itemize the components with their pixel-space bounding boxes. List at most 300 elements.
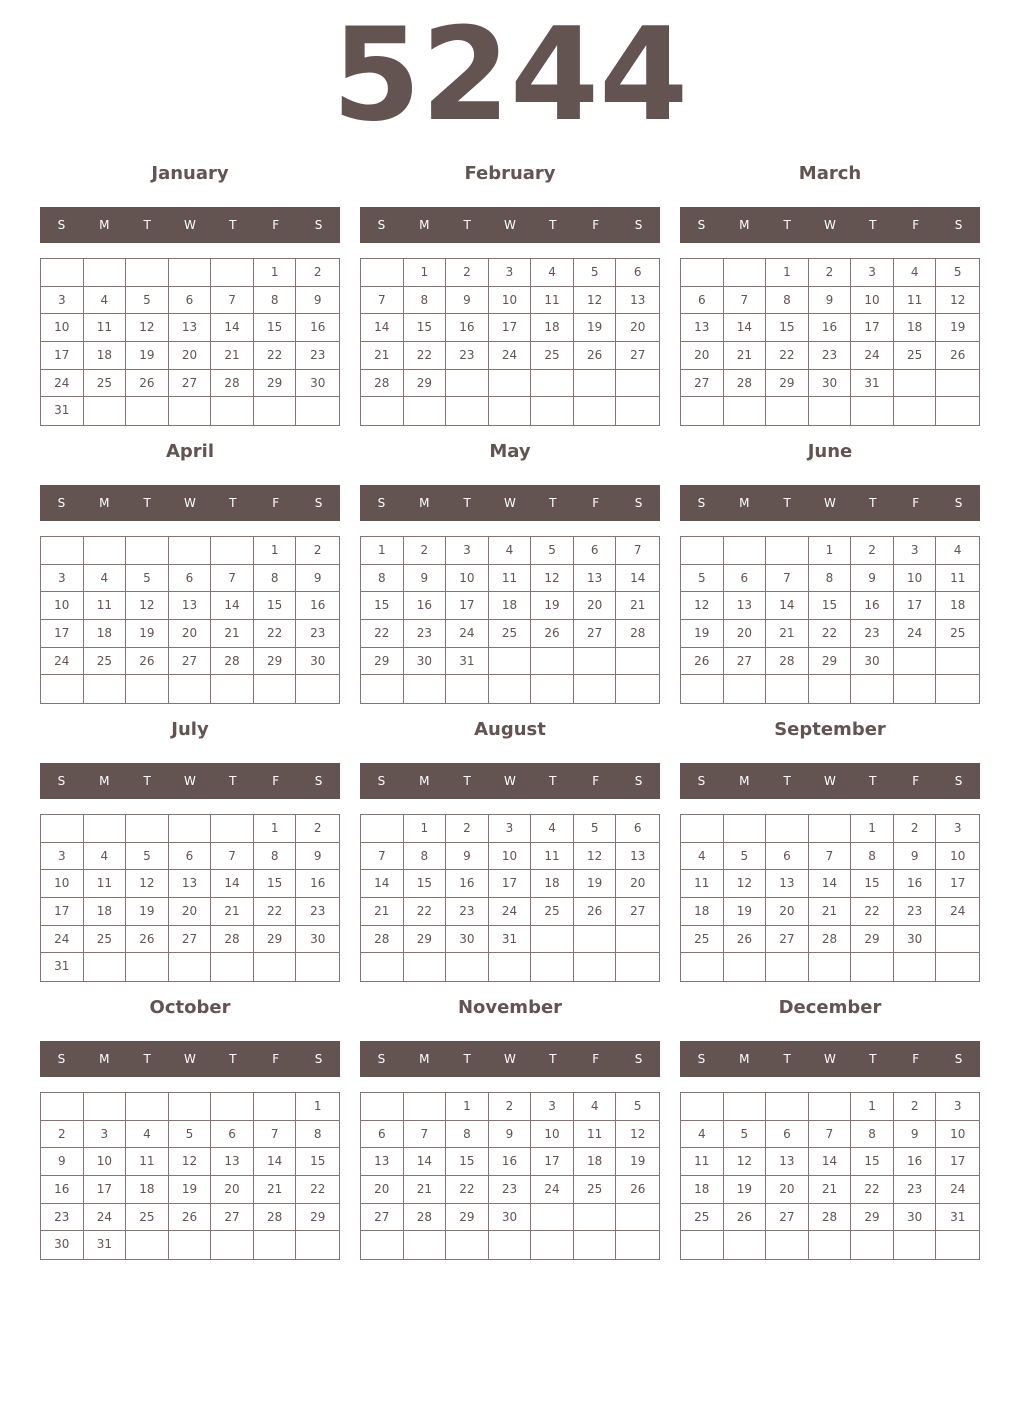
- day-cell[interactable]: 2: [489, 1093, 532, 1121]
- day-cell[interactable]: 26: [724, 926, 767, 954]
- day-cell[interactable]: 31: [489, 926, 532, 954]
- day-cell[interactable]: 25: [489, 620, 532, 648]
- day-cell[interactable]: 29: [851, 1204, 894, 1232]
- day-cell[interactable]: 28: [809, 926, 852, 954]
- day-cell[interactable]: 18: [936, 592, 979, 620]
- day-cell[interactable]: 12: [681, 592, 724, 620]
- day-cell[interactable]: 4: [681, 1121, 724, 1149]
- day-cell[interactable]: 27: [169, 648, 212, 676]
- day-cell[interactable]: 4: [894, 259, 937, 287]
- day-cell[interactable]: 3: [41, 565, 84, 593]
- day-cell[interactable]: 30: [894, 1204, 937, 1232]
- day-cell[interactable]: 17: [41, 898, 84, 926]
- day-cell[interactable]: 9: [446, 843, 489, 871]
- day-cell[interactable]: 19: [531, 592, 574, 620]
- day-cell[interactable]: 19: [574, 314, 617, 342]
- day-cell[interactable]: 13: [681, 314, 724, 342]
- day-cell[interactable]: 4: [531, 815, 574, 843]
- day-cell[interactable]: 10: [936, 1121, 979, 1149]
- day-cell[interactable]: 6: [169, 843, 212, 871]
- day-cell[interactable]: 24: [489, 898, 532, 926]
- day-cell[interactable]: 25: [936, 620, 979, 648]
- day-cell[interactable]: 15: [254, 870, 297, 898]
- day-cell[interactable]: 2: [446, 815, 489, 843]
- day-cell[interactable]: 27: [766, 1204, 809, 1232]
- day-cell[interactable]: 18: [531, 870, 574, 898]
- day-cell[interactable]: 21: [254, 1176, 297, 1204]
- day-cell[interactable]: 15: [254, 314, 297, 342]
- day-cell[interactable]: 16: [894, 870, 937, 898]
- day-cell[interactable]: 27: [766, 926, 809, 954]
- day-cell[interactable]: 26: [531, 620, 574, 648]
- day-cell[interactable]: 4: [936, 537, 979, 565]
- day-cell[interactable]: 2: [809, 259, 852, 287]
- day-cell[interactable]: 12: [531, 565, 574, 593]
- day-cell[interactable]: 13: [169, 870, 212, 898]
- day-cell[interactable]: 23: [894, 898, 937, 926]
- day-cell[interactable]: 7: [211, 843, 254, 871]
- day-cell[interactable]: 12: [724, 870, 767, 898]
- day-cell[interactable]: 28: [361, 370, 404, 398]
- day-cell[interactable]: 26: [681, 648, 724, 676]
- day-cell[interactable]: 28: [766, 648, 809, 676]
- day-cell[interactable]: 1: [296, 1093, 339, 1121]
- day-cell[interactable]: 17: [531, 1148, 574, 1176]
- day-cell[interactable]: 12: [616, 1121, 659, 1149]
- day-cell[interactable]: 4: [681, 843, 724, 871]
- day-cell[interactable]: 14: [766, 592, 809, 620]
- day-cell[interactable]: 23: [809, 342, 852, 370]
- day-cell[interactable]: 19: [126, 620, 169, 648]
- day-cell[interactable]: 29: [404, 926, 447, 954]
- day-cell[interactable]: 3: [84, 1121, 127, 1149]
- day-cell[interactable]: 29: [361, 648, 404, 676]
- day-cell[interactable]: 17: [489, 870, 532, 898]
- day-cell[interactable]: 24: [936, 1176, 979, 1204]
- day-cell[interactable]: 28: [724, 370, 767, 398]
- day-cell[interactable]: 11: [84, 592, 127, 620]
- day-cell[interactable]: 1: [254, 537, 297, 565]
- day-cell[interactable]: 7: [404, 1121, 447, 1149]
- day-cell[interactable]: 8: [254, 843, 297, 871]
- day-cell[interactable]: 5: [126, 565, 169, 593]
- day-cell[interactable]: 10: [489, 287, 532, 315]
- day-cell[interactable]: 20: [169, 342, 212, 370]
- day-cell[interactable]: 9: [851, 565, 894, 593]
- day-cell[interactable]: 13: [766, 870, 809, 898]
- day-cell[interactable]: 2: [296, 537, 339, 565]
- day-cell[interactable]: 21: [404, 1176, 447, 1204]
- day-cell[interactable]: 30: [296, 370, 339, 398]
- day-cell[interactable]: 12: [126, 314, 169, 342]
- day-cell[interactable]: 23: [894, 1176, 937, 1204]
- day-cell[interactable]: 18: [681, 898, 724, 926]
- day-cell[interactable]: 5: [574, 815, 617, 843]
- day-cell[interactable]: 5: [616, 1093, 659, 1121]
- day-cell[interactable]: 3: [489, 259, 532, 287]
- day-cell[interactable]: 14: [254, 1148, 297, 1176]
- day-cell[interactable]: 12: [574, 287, 617, 315]
- day-cell[interactable]: 10: [851, 287, 894, 315]
- day-cell[interactable]: 23: [41, 1204, 84, 1232]
- day-cell[interactable]: 18: [681, 1176, 724, 1204]
- day-cell[interactable]: 16: [809, 314, 852, 342]
- day-cell[interactable]: 7: [809, 1121, 852, 1149]
- day-cell[interactable]: 3: [531, 1093, 574, 1121]
- day-cell[interactable]: 23: [296, 342, 339, 370]
- day-cell[interactable]: 6: [766, 843, 809, 871]
- day-cell[interactable]: 8: [254, 287, 297, 315]
- day-cell[interactable]: 18: [126, 1176, 169, 1204]
- day-cell[interactable]: 29: [296, 1204, 339, 1232]
- day-cell[interactable]: 30: [446, 926, 489, 954]
- day-cell[interactable]: 19: [616, 1148, 659, 1176]
- day-cell[interactable]: 25: [894, 342, 937, 370]
- day-cell[interactable]: 29: [254, 926, 297, 954]
- day-cell[interactable]: 25: [84, 648, 127, 676]
- day-cell[interactable]: 15: [296, 1148, 339, 1176]
- day-cell[interactable]: 3: [851, 259, 894, 287]
- day-cell[interactable]: 27: [361, 1204, 404, 1232]
- day-cell[interactable]: 13: [724, 592, 767, 620]
- day-cell[interactable]: 31: [41, 397, 84, 425]
- day-cell[interactable]: 8: [404, 843, 447, 871]
- day-cell[interactable]: 10: [446, 565, 489, 593]
- day-cell[interactable]: 20: [211, 1176, 254, 1204]
- day-cell[interactable]: 11: [84, 870, 127, 898]
- day-cell[interactable]: 24: [894, 620, 937, 648]
- day-cell[interactable]: 28: [211, 926, 254, 954]
- day-cell[interactable]: 17: [936, 870, 979, 898]
- day-cell[interactable]: 19: [126, 898, 169, 926]
- day-cell[interactable]: 14: [616, 565, 659, 593]
- day-cell[interactable]: 17: [84, 1176, 127, 1204]
- day-cell[interactable]: 2: [296, 259, 339, 287]
- day-cell[interactable]: 29: [446, 1204, 489, 1232]
- day-cell[interactable]: 8: [851, 843, 894, 871]
- day-cell[interactable]: 25: [574, 1176, 617, 1204]
- day-cell[interactable]: 11: [126, 1148, 169, 1176]
- day-cell[interactable]: 6: [681, 287, 724, 315]
- day-cell[interactable]: 7: [361, 287, 404, 315]
- day-cell[interactable]: 5: [936, 259, 979, 287]
- day-cell[interactable]: 24: [489, 342, 532, 370]
- day-cell[interactable]: 18: [531, 314, 574, 342]
- day-cell[interactable]: 11: [936, 565, 979, 593]
- day-cell[interactable]: 2: [894, 1093, 937, 1121]
- day-cell[interactable]: 15: [404, 314, 447, 342]
- day-cell[interactable]: 23: [489, 1176, 532, 1204]
- day-cell[interactable]: 28: [211, 648, 254, 676]
- day-cell[interactable]: 11: [681, 870, 724, 898]
- day-cell[interactable]: 1: [361, 537, 404, 565]
- day-cell[interactable]: 16: [851, 592, 894, 620]
- day-cell[interactable]: 10: [531, 1121, 574, 1149]
- day-cell[interactable]: 13: [169, 592, 212, 620]
- day-cell[interactable]: 24: [41, 370, 84, 398]
- day-cell[interactable]: 4: [489, 537, 532, 565]
- day-cell[interactable]: 5: [681, 565, 724, 593]
- day-cell[interactable]: 6: [766, 1121, 809, 1149]
- day-cell[interactable]: 13: [766, 1148, 809, 1176]
- day-cell[interactable]: 8: [254, 565, 297, 593]
- day-cell[interactable]: 31: [84, 1231, 127, 1259]
- day-cell[interactable]: 14: [724, 314, 767, 342]
- day-cell[interactable]: 6: [361, 1121, 404, 1149]
- day-cell[interactable]: 31: [446, 648, 489, 676]
- day-cell[interactable]: 13: [169, 314, 212, 342]
- day-cell[interactable]: 26: [126, 926, 169, 954]
- day-cell[interactable]: 22: [361, 620, 404, 648]
- day-cell[interactable]: 21: [809, 898, 852, 926]
- day-cell[interactable]: 23: [446, 898, 489, 926]
- day-cell[interactable]: 17: [894, 592, 937, 620]
- day-cell[interactable]: 18: [84, 620, 127, 648]
- day-cell[interactable]: 17: [489, 314, 532, 342]
- day-cell[interactable]: 16: [404, 592, 447, 620]
- day-cell[interactable]: 10: [41, 592, 84, 620]
- day-cell[interactable]: 1: [851, 815, 894, 843]
- day-cell[interactable]: 26: [724, 1204, 767, 1232]
- day-cell[interactable]: 25: [84, 370, 127, 398]
- day-cell[interactable]: 22: [809, 620, 852, 648]
- day-cell[interactable]: 25: [126, 1204, 169, 1232]
- day-cell[interactable]: 1: [766, 259, 809, 287]
- day-cell[interactable]: 28: [616, 620, 659, 648]
- day-cell[interactable]: 9: [894, 1121, 937, 1149]
- day-cell[interactable]: 11: [531, 287, 574, 315]
- day-cell[interactable]: 9: [404, 565, 447, 593]
- day-cell[interactable]: 5: [169, 1121, 212, 1149]
- day-cell[interactable]: 14: [404, 1148, 447, 1176]
- day-cell[interactable]: 9: [809, 287, 852, 315]
- day-cell[interactable]: 26: [616, 1176, 659, 1204]
- day-cell[interactable]: 17: [851, 314, 894, 342]
- day-cell[interactable]: 2: [894, 815, 937, 843]
- day-cell[interactable]: 29: [254, 648, 297, 676]
- day-cell[interactable]: 28: [809, 1204, 852, 1232]
- day-cell[interactable]: 23: [851, 620, 894, 648]
- day-cell[interactable]: 24: [41, 648, 84, 676]
- day-cell[interactable]: 20: [766, 1176, 809, 1204]
- day-cell[interactable]: 7: [361, 843, 404, 871]
- day-cell[interactable]: 13: [616, 287, 659, 315]
- day-cell[interactable]: 4: [574, 1093, 617, 1121]
- day-cell[interactable]: 12: [724, 1148, 767, 1176]
- day-cell[interactable]: 7: [211, 565, 254, 593]
- day-cell[interactable]: 13: [361, 1148, 404, 1176]
- day-cell[interactable]: 14: [361, 314, 404, 342]
- day-cell[interactable]: 2: [296, 815, 339, 843]
- day-cell[interactable]: 14: [361, 870, 404, 898]
- day-cell[interactable]: 5: [126, 287, 169, 315]
- day-cell[interactable]: 20: [169, 898, 212, 926]
- day-cell[interactable]: 16: [296, 314, 339, 342]
- day-cell[interactable]: 22: [851, 898, 894, 926]
- day-cell[interactable]: 17: [41, 342, 84, 370]
- day-cell[interactable]: 20: [169, 620, 212, 648]
- day-cell[interactable]: 7: [724, 287, 767, 315]
- day-cell[interactable]: 23: [296, 620, 339, 648]
- day-cell[interactable]: 30: [489, 1204, 532, 1232]
- day-cell[interactable]: 1: [404, 259, 447, 287]
- day-cell[interactable]: 5: [574, 259, 617, 287]
- day-cell[interactable]: 8: [851, 1121, 894, 1149]
- day-cell[interactable]: 24: [446, 620, 489, 648]
- day-cell[interactable]: 18: [574, 1148, 617, 1176]
- day-cell[interactable]: 25: [84, 926, 127, 954]
- day-cell[interactable]: 1: [851, 1093, 894, 1121]
- day-cell[interactable]: 25: [531, 342, 574, 370]
- day-cell[interactable]: 8: [296, 1121, 339, 1149]
- day-cell[interactable]: 17: [41, 620, 84, 648]
- day-cell[interactable]: 22: [296, 1176, 339, 1204]
- day-cell[interactable]: 18: [84, 898, 127, 926]
- day-cell[interactable]: 27: [616, 342, 659, 370]
- day-cell[interactable]: 30: [894, 926, 937, 954]
- day-cell[interactable]: 12: [126, 592, 169, 620]
- day-cell[interactable]: 8: [404, 287, 447, 315]
- day-cell[interactable]: 2: [41, 1121, 84, 1149]
- day-cell[interactable]: 1: [404, 815, 447, 843]
- day-cell[interactable]: 16: [296, 870, 339, 898]
- day-cell[interactable]: 8: [766, 287, 809, 315]
- day-cell[interactable]: 19: [681, 620, 724, 648]
- day-cell[interactable]: 26: [574, 898, 617, 926]
- day-cell[interactable]: 21: [211, 342, 254, 370]
- day-cell[interactable]: 31: [936, 1204, 979, 1232]
- day-cell[interactable]: 3: [894, 537, 937, 565]
- day-cell[interactable]: 12: [936, 287, 979, 315]
- day-cell[interactable]: 11: [489, 565, 532, 593]
- day-cell[interactable]: 13: [616, 843, 659, 871]
- day-cell[interactable]: 18: [489, 592, 532, 620]
- day-cell[interactable]: 20: [574, 592, 617, 620]
- day-cell[interactable]: 24: [41, 926, 84, 954]
- day-cell[interactable]: 22: [766, 342, 809, 370]
- day-cell[interactable]: 25: [681, 926, 724, 954]
- day-cell[interactable]: 27: [169, 370, 212, 398]
- day-cell[interactable]: 21: [211, 620, 254, 648]
- day-cell[interactable]: 20: [724, 620, 767, 648]
- day-cell[interactable]: 6: [169, 565, 212, 593]
- day-cell[interactable]: 1: [446, 1093, 489, 1121]
- day-cell[interactable]: 27: [724, 648, 767, 676]
- day-cell[interactable]: 3: [936, 1093, 979, 1121]
- day-cell[interactable]: 1: [809, 537, 852, 565]
- day-cell[interactable]: 9: [489, 1121, 532, 1149]
- day-cell[interactable]: 14: [809, 1148, 852, 1176]
- day-cell[interactable]: 20: [766, 898, 809, 926]
- day-cell[interactable]: 29: [809, 648, 852, 676]
- day-cell[interactable]: 7: [766, 565, 809, 593]
- day-cell[interactable]: 10: [936, 843, 979, 871]
- day-cell[interactable]: 31: [851, 370, 894, 398]
- day-cell[interactable]: 9: [41, 1148, 84, 1176]
- day-cell[interactable]: 18: [84, 342, 127, 370]
- day-cell[interactable]: 30: [296, 926, 339, 954]
- day-cell[interactable]: 15: [404, 870, 447, 898]
- day-cell[interactable]: 26: [169, 1204, 212, 1232]
- day-cell[interactable]: 6: [724, 565, 767, 593]
- day-cell[interactable]: 19: [724, 1176, 767, 1204]
- day-cell[interactable]: 26: [936, 342, 979, 370]
- day-cell[interactable]: 19: [936, 314, 979, 342]
- day-cell[interactable]: 12: [169, 1148, 212, 1176]
- day-cell[interactable]: 5: [724, 843, 767, 871]
- day-cell[interactable]: 9: [296, 287, 339, 315]
- day-cell[interactable]: 7: [616, 537, 659, 565]
- day-cell[interactable]: 26: [574, 342, 617, 370]
- day-cell[interactable]: 19: [169, 1176, 212, 1204]
- day-cell[interactable]: 28: [211, 370, 254, 398]
- day-cell[interactable]: 30: [296, 648, 339, 676]
- day-cell[interactable]: 23: [446, 342, 489, 370]
- day-cell[interactable]: 26: [126, 370, 169, 398]
- day-cell[interactable]: 15: [361, 592, 404, 620]
- day-cell[interactable]: 4: [531, 259, 574, 287]
- day-cell[interactable]: 30: [404, 648, 447, 676]
- day-cell[interactable]: 15: [254, 592, 297, 620]
- day-cell[interactable]: 16: [446, 314, 489, 342]
- day-cell[interactable]: 10: [489, 843, 532, 871]
- day-cell[interactable]: 24: [531, 1176, 574, 1204]
- day-cell[interactable]: 27: [574, 620, 617, 648]
- day-cell[interactable]: 5: [126, 843, 169, 871]
- day-cell[interactable]: 30: [851, 648, 894, 676]
- day-cell[interactable]: 7: [211, 287, 254, 315]
- day-cell[interactable]: 22: [404, 342, 447, 370]
- day-cell[interactable]: 26: [126, 648, 169, 676]
- day-cell[interactable]: 24: [84, 1204, 127, 1232]
- day-cell[interactable]: 20: [681, 342, 724, 370]
- day-cell[interactable]: 3: [446, 537, 489, 565]
- day-cell[interactable]: 11: [531, 843, 574, 871]
- day-cell[interactable]: 22: [254, 620, 297, 648]
- day-cell[interactable]: 23: [296, 898, 339, 926]
- day-cell[interactable]: 16: [894, 1148, 937, 1176]
- day-cell[interactable]: 6: [574, 537, 617, 565]
- day-cell[interactable]: 14: [211, 870, 254, 898]
- day-cell[interactable]: 21: [211, 898, 254, 926]
- day-cell[interactable]: 24: [851, 342, 894, 370]
- day-cell[interactable]: 30: [809, 370, 852, 398]
- day-cell[interactable]: 21: [361, 898, 404, 926]
- day-cell[interactable]: 19: [126, 342, 169, 370]
- day-cell[interactable]: 6: [616, 815, 659, 843]
- day-cell[interactable]: 11: [681, 1148, 724, 1176]
- day-cell[interactable]: 9: [894, 843, 937, 871]
- day-cell[interactable]: 15: [766, 314, 809, 342]
- day-cell[interactable]: 15: [809, 592, 852, 620]
- day-cell[interactable]: 16: [489, 1148, 532, 1176]
- day-cell[interactable]: 29: [766, 370, 809, 398]
- day-cell[interactable]: 22: [254, 342, 297, 370]
- day-cell[interactable]: 22: [446, 1176, 489, 1204]
- day-cell[interactable]: 21: [361, 342, 404, 370]
- day-cell[interactable]: 27: [681, 370, 724, 398]
- day-cell[interactable]: 14: [211, 592, 254, 620]
- day-cell[interactable]: 10: [84, 1148, 127, 1176]
- day-cell[interactable]: 14: [211, 314, 254, 342]
- day-cell[interactable]: 13: [574, 565, 617, 593]
- day-cell[interactable]: 28: [404, 1204, 447, 1232]
- day-cell[interactable]: 4: [84, 843, 127, 871]
- day-cell[interactable]: 10: [894, 565, 937, 593]
- day-cell[interactable]: 30: [41, 1231, 84, 1259]
- day-cell[interactable]: 1: [254, 815, 297, 843]
- day-cell[interactable]: 10: [41, 870, 84, 898]
